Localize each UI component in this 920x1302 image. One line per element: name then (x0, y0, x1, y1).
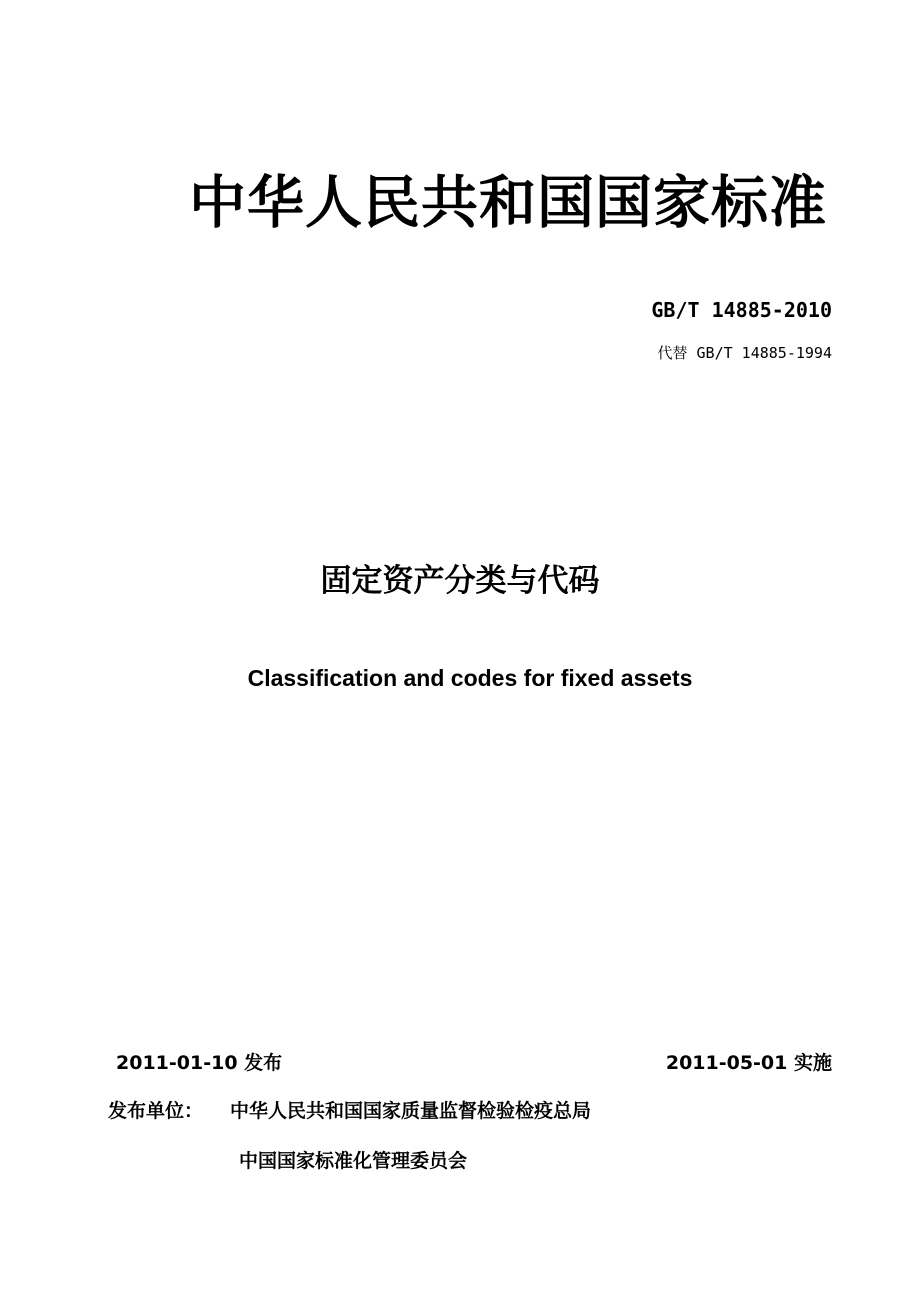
standard-number: GB/T 14885-2010 (651, 298, 832, 322)
main-title: 中华人民共和国国家标准 (189, 170, 827, 236)
issue-date: 2011-01-10 发布 (116, 1052, 283, 1074)
implementation-date: 2011-05-01 实施 (665, 1052, 832, 1074)
issuer-label: 发布单位： (108, 1100, 204, 1122)
chinese-title: 固定资产分类与代码 (320, 563, 600, 599)
issuer-name: 中华人民共和国国家质量监督检验检疫总局 (230, 1100, 592, 1122)
replaces-standard: 代替 GB/T 14885-1994 (657, 344, 832, 362)
issuer-name: 中国国家标准化管理委员会 (239, 1150, 468, 1172)
english-title: Classification and codes for fixed assets (247, 665, 693, 691)
